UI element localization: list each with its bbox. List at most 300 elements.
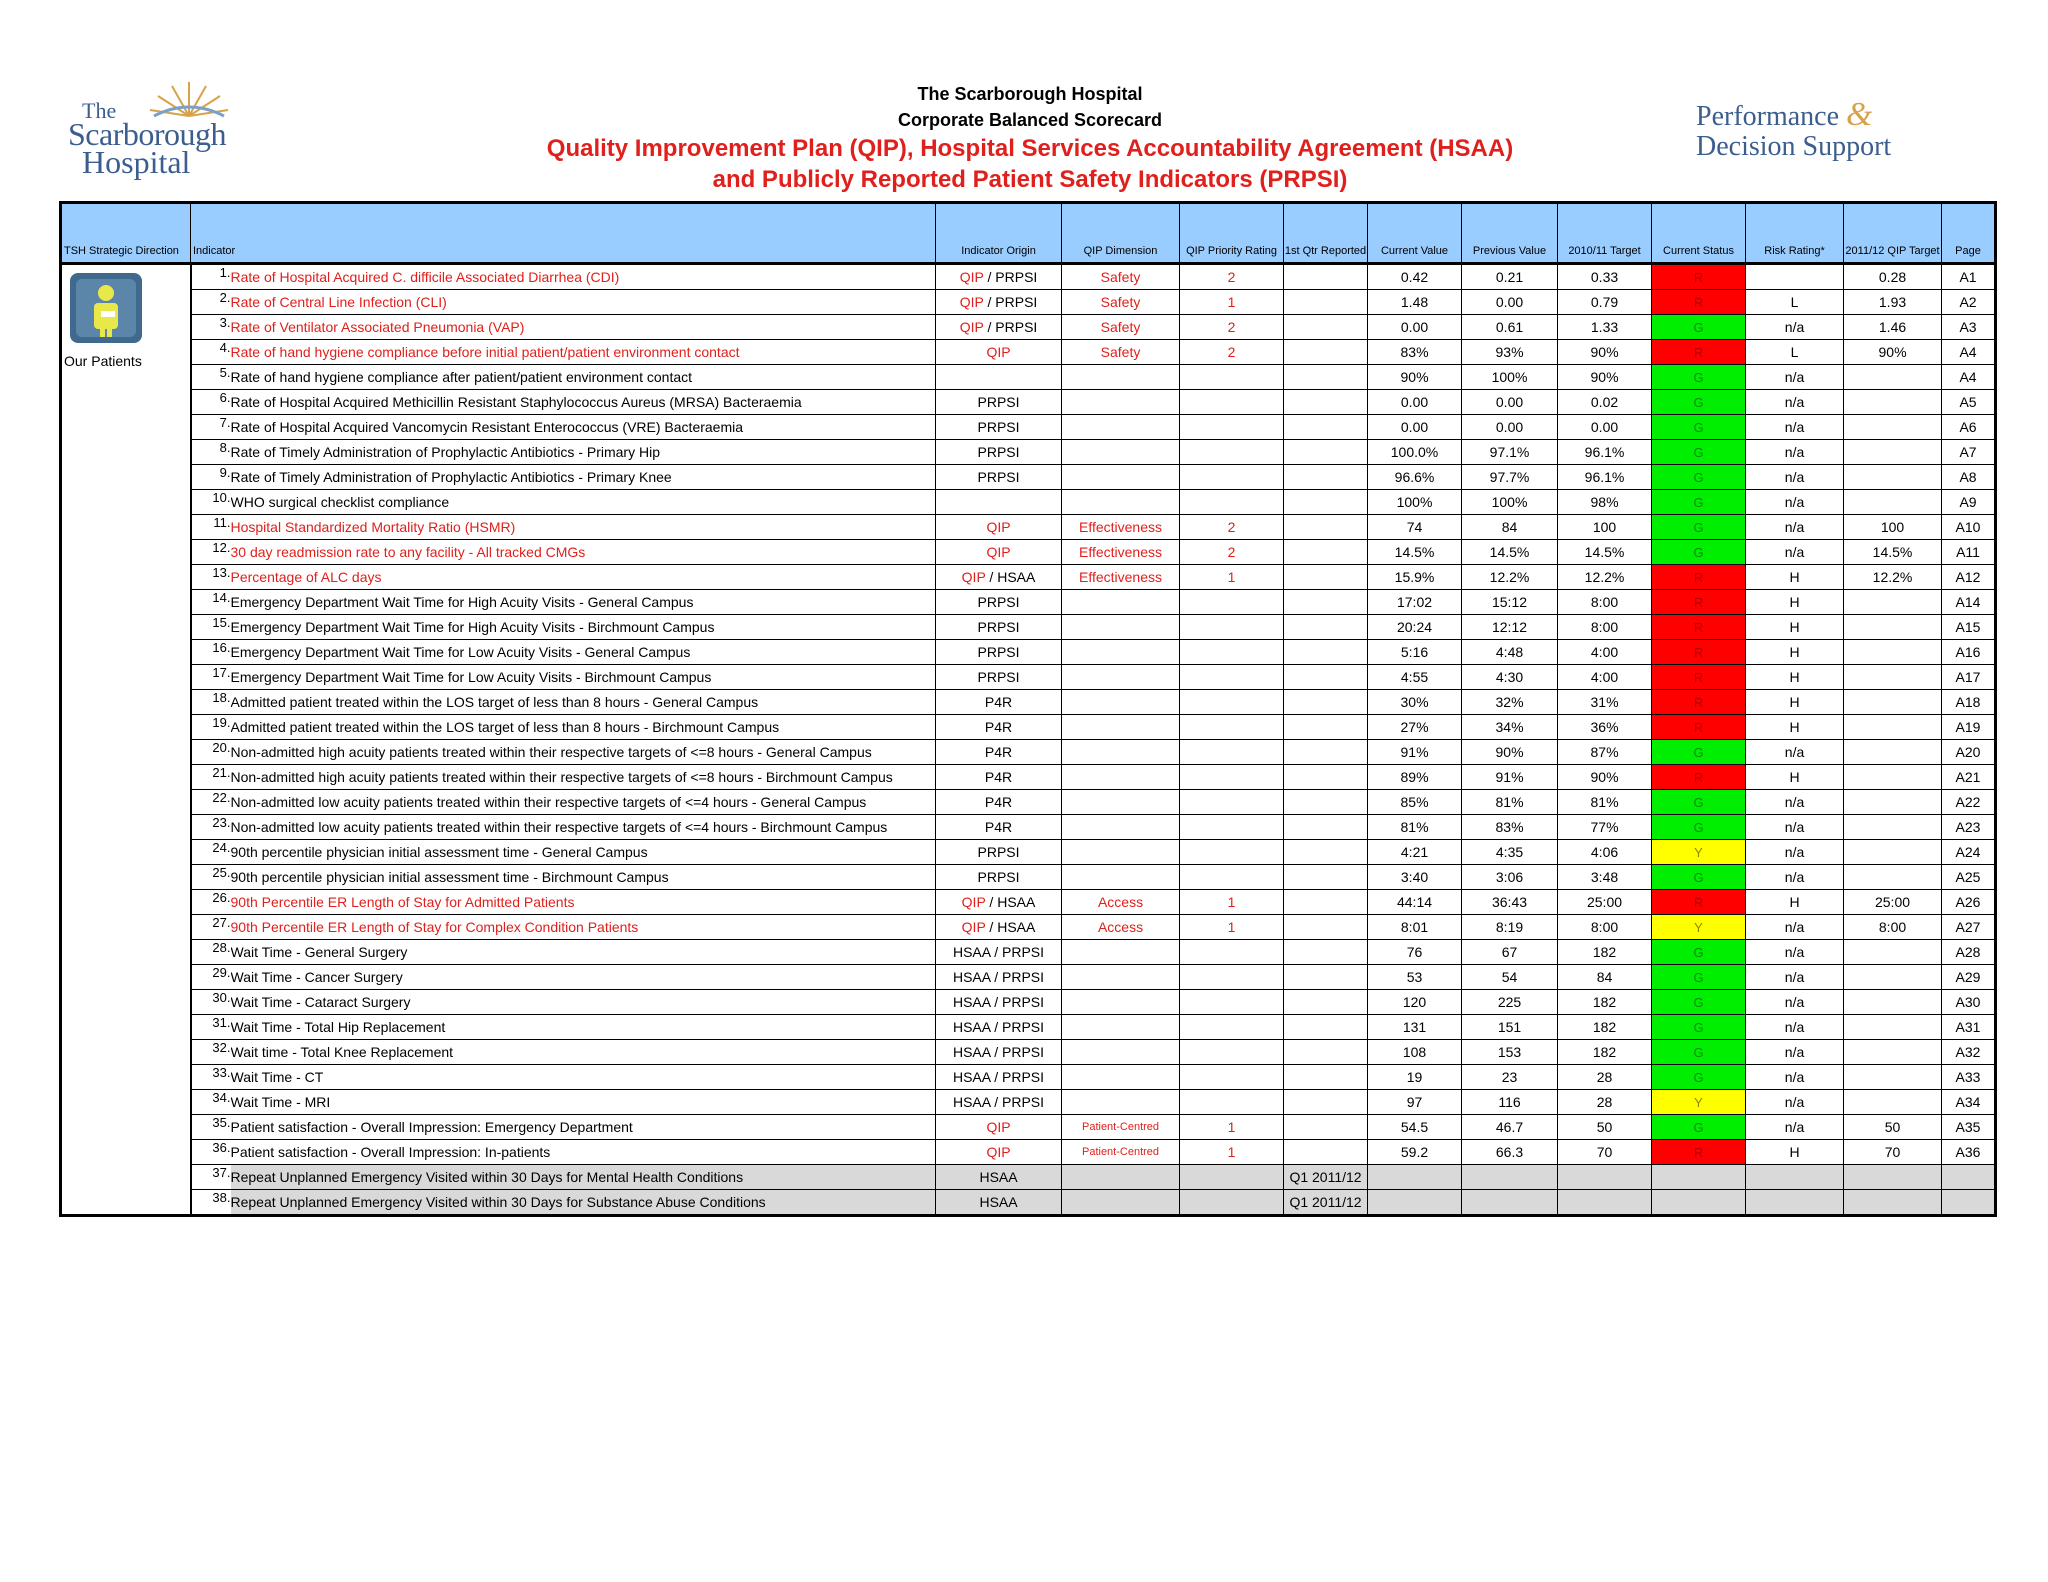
previous-value: 84 [1462,515,1558,540]
origin-other: P4R [984,819,1013,835]
page-ref: A20 [1942,740,1996,765]
origin-other: PRPSI [977,669,1020,685]
target-value: 25:00 [1558,890,1652,915]
risk-rating: n/a [1746,965,1844,990]
page-ref: A23 [1942,815,1996,840]
current-value: 54.5 [1368,1115,1462,1140]
row-number: 5. [191,365,231,390]
row-number: 9. [191,465,231,490]
indicator-origin [936,1115,1062,1140]
page-ref: A7 [1942,440,1996,465]
q1-reported [1284,490,1368,515]
target-value: 81% [1558,790,1652,815]
previous-value: 4:48 [1462,640,1558,665]
target-value: 31% [1558,690,1652,715]
indicator-origin [936,640,1062,665]
current-value: 0.00 [1368,390,1462,415]
row-number: 20. [191,740,231,765]
target-value: 182 [1558,1040,1652,1065]
current-value: 100.0% [1368,440,1462,465]
qip-dimension [1062,1065,1180,1090]
risk-rating: n/a [1746,440,1844,465]
indicator-origin [936,865,1062,890]
previous-value: 90% [1462,740,1558,765]
status-badge: R [1652,264,1746,290]
origin-other: HSAA / PRPSI [952,1094,1045,1110]
target-value: 8:00 [1558,915,1652,940]
status-badge: G [1652,415,1746,440]
qip-target [1844,390,1942,415]
qip-target [1844,690,1942,715]
row-number: 29. [191,965,231,990]
current-value: 53 [1368,965,1462,990]
target-value: 0.79 [1558,290,1652,315]
risk-rating: n/a [1746,840,1844,865]
current-value: 74 [1368,515,1462,540]
qip-target: 8:00 [1844,915,1942,940]
page-ref: A2 [1942,290,1996,315]
status-badge: Y [1652,840,1746,865]
q1-reported [1284,1015,1368,1040]
origin-qip: QIP [961,569,986,585]
qip-priority: 1 [1180,915,1284,940]
qip-dimension [1062,865,1180,890]
status-badge: G [1652,540,1746,565]
row-number: 32. [191,1040,231,1065]
col-header-direction: TSH Strategic Direction [61,203,191,264]
indicator-name: Non-admitted low acuity patients treated within their respective targets of <=4 hours - General Campus [231,790,936,815]
row-number: 17. [191,665,231,690]
indicator-name: Emergency Department Wait Time for Low Acuity Visits - General Campus [231,640,936,665]
origin-other: / PRPSI [983,294,1038,310]
indicator-origin [936,665,1062,690]
qip-dimension [1062,1015,1180,1040]
logo-text-scarborough: Scarborough [68,116,227,152]
risk-rating: H [1746,615,1844,640]
q1-reported [1284,315,1368,340]
risk-rating: H [1746,665,1844,690]
previous-value: 12:12 [1462,615,1558,640]
qip-target [1844,665,1942,690]
status-badge: G [1652,315,1746,340]
status-badge: G [1652,865,1746,890]
target-value: 50 [1558,1115,1652,1140]
table-row [61,890,1996,915]
q1-reported [1284,915,1368,940]
current-value: 14.5% [1368,540,1462,565]
risk-rating: n/a [1746,865,1844,890]
indicator-origin [936,815,1062,840]
q1-reported [1284,1090,1368,1115]
row-number: 18. [191,690,231,715]
page-ref: A9 [1942,490,1996,515]
qip-dimension [1062,1190,1180,1216]
q1-reported [1284,590,1368,615]
q1-reported [1284,815,1368,840]
current-value: 15.9% [1368,565,1462,590]
qip-target [1844,765,1942,790]
indicator-name: Rate of hand hygiene compliance after patient/patient environment contact [231,365,936,390]
q1-reported [1284,690,1368,715]
qip-target [1844,1165,1942,1190]
table-row [61,315,1996,340]
target-value: 84 [1558,965,1652,990]
previous-value: 97.1% [1462,440,1558,465]
origin-qip: QIP [986,1144,1011,1160]
table-row [61,815,1996,840]
current-value: 4:55 [1368,665,1462,690]
col-header-previous-value: Previous Value [1462,203,1558,264]
indicator-origin [936,740,1062,765]
qip-dimension [1062,790,1180,815]
qip-priority: 2 [1180,540,1284,565]
indicator-origin [936,1040,1062,1065]
row-number: 30. [191,990,231,1015]
row-number: 12. [191,540,231,565]
status-badge: R [1652,290,1746,315]
page-ref: A24 [1942,840,1996,865]
previous-value: 0.00 [1462,390,1558,415]
current-value: 85% [1368,790,1462,815]
target-value: 1.33 [1558,315,1652,340]
qip-dimension [1062,590,1180,615]
origin-other: PRPSI [977,844,1020,860]
col-header-current-status: Current Status [1652,203,1746,264]
origin-other: PRPSI [977,644,1020,660]
origin-other: / HSAA [985,569,1036,585]
risk-rating: n/a [1746,815,1844,840]
q1-reported [1284,865,1368,890]
risk-rating: n/a [1746,540,1844,565]
page-ref: A8 [1942,465,1996,490]
table-row [61,1015,1996,1040]
current-value: 108 [1368,1040,1462,1065]
origin-other: / HSAA [985,894,1036,910]
qip-dimension [1062,840,1180,865]
indicator-name: Rate of Hospital Acquired C. difficile Associated Diarrhea (CDI) [231,264,936,290]
previous-value: 12.2% [1462,565,1558,590]
indicator-name: 90th percentile physician initial assessment time - Birchmount Campus [231,865,936,890]
row-number: 27. [191,915,231,940]
risk-rating: n/a [1746,315,1844,340]
table-row [61,690,1996,715]
risk-rating: n/a [1746,790,1844,815]
sun-icon [144,78,234,118]
qip-target: 12.2% [1844,565,1942,590]
table-row [61,290,1996,315]
col-header-q1-reported: 1st Qtr Reported [1284,203,1368,264]
previous-value: 0.21 [1462,264,1558,290]
indicator-name: Non-admitted low acuity patients treated within their respective targets of <=4 hours - Birchmount Campus [231,815,936,840]
page-ref: A19 [1942,715,1996,740]
previous-value: 0.61 [1462,315,1558,340]
current-value: 81% [1368,815,1462,840]
indicator-name: Wait time - Total Knee Replacement [231,1040,936,1065]
row-number: 4. [191,340,231,365]
indicator-name: 30 day readmission rate to any facility - All tracked CMGs [231,540,936,565]
indicator-origin [936,490,1062,515]
col-header-target: 2010/11 Target [1558,203,1652,264]
target-value: 14.5% [1558,540,1652,565]
current-value: 8:01 [1368,915,1462,940]
qip-target [1844,940,1942,965]
previous-value: 0.00 [1462,290,1558,315]
indicator-origin [936,615,1062,640]
qip-priority: 2 [1180,515,1284,540]
status-badge: R [1652,590,1746,615]
scorecard-table [59,201,1997,1217]
current-value [1368,1165,1462,1190]
indicator-origin [936,1190,1062,1216]
previous-value: 15:12 [1462,590,1558,615]
page-ref: A4 [1942,340,1996,365]
target-value: 0.33 [1558,264,1652,290]
qip-priority [1180,1015,1284,1040]
risk-rating: H [1746,765,1844,790]
status-badge: Y [1652,915,1746,940]
report-title-line-2: and Publicly Reported Patient Safety Indicators (PRPSI) [712,166,1348,193]
indicator-name: Admitted patient treated within the LOS target of less than 8 hours - Birchmount Campus [231,715,936,740]
q1-reported [1284,290,1368,315]
indicator-name: Non-admitted high acuity patients treated within their respective targets of <=8 hours - General Campus [231,740,936,765]
status-badge: R [1652,1140,1746,1165]
qip-target [1844,365,1942,390]
previous-value: 91% [1462,765,1558,790]
table-row [61,590,1996,615]
page-ref: A34 [1942,1090,1996,1115]
q1-reported [1284,665,1368,690]
table-row [61,915,1996,940]
page-ref: A17 [1942,665,1996,690]
indicator-name: Patient satisfaction - Overall Impression: In-patients [231,1140,936,1165]
indicator-origin [936,315,1062,340]
qip-target: 100 [1844,515,1942,540]
logo-ampersand: & [1846,96,1873,133]
previous-value: 3:06 [1462,865,1558,890]
table-row [61,440,1996,465]
qip-dimension [1062,740,1180,765]
qip-priority [1180,865,1284,890]
qip-priority [1180,640,1284,665]
qip-target [1844,865,1942,890]
qip-dimension [1062,390,1180,415]
qip-priority [1180,465,1284,490]
q1-reported [1284,765,1368,790]
target-value: 90% [1558,340,1652,365]
target-value: 4:06 [1558,840,1652,865]
target-value [1558,1190,1652,1216]
qip-priority [1180,1165,1284,1190]
indicator-name: Wait Time - Cataract Surgery [231,990,936,1015]
table-row [61,540,1996,565]
row-number: 38. [191,1190,231,1216]
qip-dimension: Safety [1062,315,1180,340]
target-value: 28 [1558,1090,1652,1115]
current-value: 19 [1368,1065,1462,1090]
previous-value: 225 [1462,990,1558,1015]
origin-other: PRPSI [977,394,1020,410]
status-badge: G [1652,990,1746,1015]
current-value: 20:24 [1368,615,1462,640]
target-value: 3:48 [1558,865,1652,890]
row-number: 7. [191,415,231,440]
indicator-name: Wait Time - MRI [231,1090,936,1115]
status-badge: G [1652,1065,1746,1090]
previous-value: 34% [1462,715,1558,740]
qip-dimension: Patient-Centred [1062,1140,1180,1165]
row-number: 21. [191,765,231,790]
qip-target [1844,1090,1942,1115]
origin-qip: QIP [959,269,984,285]
qip-target [1844,490,1942,515]
origin-other: HSAA / PRPSI [952,944,1045,960]
q1-reported [1284,465,1368,490]
table-row [61,1040,1996,1065]
q1-reported [1284,1115,1368,1140]
status-badge: G [1652,815,1746,840]
indicator-name: Non-admitted high acuity patients treated within their respective targets of <=8 hours - Birchmount Campus [231,765,936,790]
table-row [61,1065,1996,1090]
table-row [61,1165,1996,1190]
indicator-name: Percentage of ALC days [231,565,936,590]
risk-rating: H [1746,640,1844,665]
target-value: 0.02 [1558,390,1652,415]
risk-rating: n/a [1746,490,1844,515]
qip-dimension [1062,1165,1180,1190]
q1-reported [1284,340,1368,365]
q1-reported [1284,565,1368,590]
qip-dimension: Safety [1062,340,1180,365]
status-badge [1652,1165,1746,1190]
table-row [61,1190,1996,1216]
status-badge: G [1652,1115,1746,1140]
qip-priority [1180,1090,1284,1115]
page-ref: A29 [1942,965,1996,990]
previous-value: 23 [1462,1065,1558,1090]
qip-target [1844,465,1942,490]
q1-reported: Q1 2011/12 [1284,1165,1368,1190]
row-number: 11. [191,515,231,540]
scarborough-hospital-logo [66,78,256,178]
qip-target [1844,1190,1942,1216]
qip-target [1844,615,1942,640]
status-badge: R [1652,690,1746,715]
row-number: 19. [191,715,231,740]
target-value: 96.1% [1558,465,1652,490]
q1-reported [1284,440,1368,465]
current-value: 91% [1368,740,1462,765]
indicator-name: Rate of Hospital Acquired Vancomycin Resistant Enterococcus (VRE) Bacteraemia [231,415,936,440]
qip-target [1844,840,1942,865]
q1-reported [1284,390,1368,415]
q1-reported [1284,1140,1368,1165]
qip-dimension: Effectiveness [1062,540,1180,565]
risk-rating: L [1746,290,1844,315]
logo-text-decision-support: Decision Support [1696,131,1892,162]
qip-priority [1180,1065,1284,1090]
table-row [61,490,1996,515]
risk-rating: H [1746,890,1844,915]
qip-target [1844,415,1942,440]
row-number: 1. [191,264,231,290]
status-badge: G [1652,365,1746,390]
origin-qip: QIP [959,294,984,310]
page-ref: A27 [1942,915,1996,940]
row-number: 13. [191,565,231,590]
table-row [61,390,1996,415]
risk-rating: H [1746,1140,1844,1165]
status-badge: G [1652,515,1746,540]
target-value: 36% [1558,715,1652,740]
indicator-origin [936,1065,1062,1090]
page-ref: A5 [1942,390,1996,415]
previous-value: 0.00 [1462,415,1558,440]
qip-priority [1180,765,1284,790]
scorecard-title: Corporate Balanced Scorecard [897,110,1163,130]
patient-icon [70,273,142,343]
col-header-origin: Indicator Origin [936,203,1062,264]
q1-reported [1284,965,1368,990]
table-row [61,1115,1996,1140]
q1-reported [1284,790,1368,815]
hospital-name: The Scarborough Hospital [917,84,1143,104]
current-value: 1.48 [1368,290,1462,315]
q1-reported [1284,1065,1368,1090]
indicator-name: Rate of Ventilator Associated Pneumonia (VAP) [231,315,936,340]
qip-target [1844,1040,1942,1065]
indicator-origin [936,965,1062,990]
table-row [61,865,1996,890]
qip-dimension [1062,990,1180,1015]
qip-target: 70 [1844,1140,1942,1165]
qip-priority: 1 [1180,1115,1284,1140]
previous-value: 100% [1462,490,1558,515]
status-badge: G [1652,440,1746,465]
indicator-origin [936,590,1062,615]
origin-other: / PRPSI [983,269,1038,285]
status-badge: G [1652,1040,1746,1065]
page-ref: A28 [1942,940,1996,965]
row-number: 26. [191,890,231,915]
table-row [61,565,1996,590]
indicator-origin [936,415,1062,440]
qip-dimension [1062,940,1180,965]
qip-target: 25:00 [1844,890,1942,915]
row-number: 37. [191,1165,231,1190]
row-number: 28. [191,940,231,965]
qip-priority [1180,740,1284,765]
risk-rating: n/a [1746,1015,1844,1040]
target-value: 182 [1558,1015,1652,1040]
qip-target: 50 [1844,1115,1942,1140]
origin-qip: QIP [959,319,984,335]
target-value: 87% [1558,740,1652,765]
status-badge [1652,1190,1746,1216]
current-value: 4:21 [1368,840,1462,865]
col-header-qip-target: 2011/12 QIP Target [1844,203,1942,264]
origin-qip: QIP [986,344,1011,360]
risk-rating: n/a [1746,415,1844,440]
qip-dimension [1062,365,1180,390]
current-value: 89% [1368,765,1462,790]
origin-other: PRPSI [977,594,1020,610]
risk-rating: n/a [1746,915,1844,940]
status-badge: R [1652,565,1746,590]
risk-rating: H [1746,715,1844,740]
strategic-direction-cell [61,264,191,1216]
indicator-origin [936,440,1062,465]
table-row [61,765,1996,790]
